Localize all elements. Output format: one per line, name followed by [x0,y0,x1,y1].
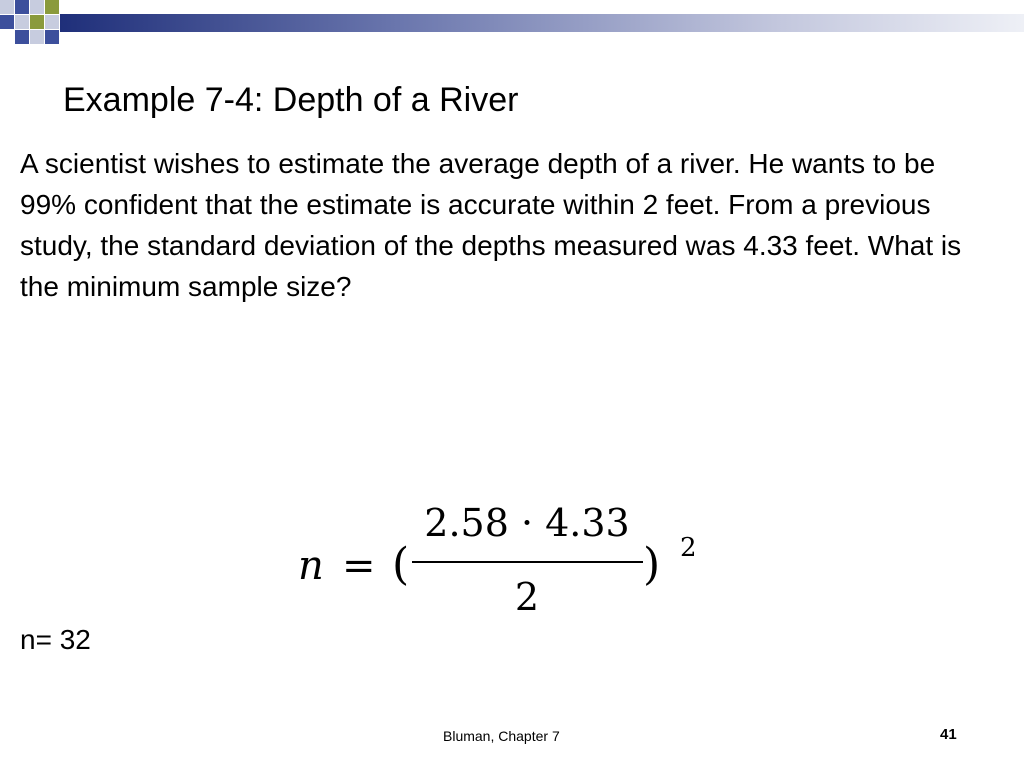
decor-square [15,30,29,44]
decor-square [45,30,59,44]
formula-variable-n: n [298,543,324,589]
decor-square [30,0,44,14]
decor-square [30,30,44,44]
formula-open-paren: ( [392,539,410,590]
slide-title: Example 7-4: Depth of a River [63,81,519,119]
header-decoration [0,0,1024,48]
decor-square [45,15,59,29]
decor-square [30,15,44,29]
result-text: n= 32 [20,624,91,655]
decor-square [45,0,59,14]
formula-close-paren: ) [643,539,661,590]
formula-denominator: 2 [514,575,540,619]
formula-equals: = [342,543,376,589]
decor-square [0,15,14,29]
sample-size-formula [290,492,710,622]
decor-square [0,0,14,14]
page-number: 41 [940,726,957,743]
footer-text: Bluman, Chapter 7 [443,728,560,744]
decor-square [15,15,29,29]
formula-numerator: 2.58 · 4.33 [424,501,630,545]
formula-exponent: 2 [680,533,697,563]
decor-square [15,0,29,14]
problem-text: A scientist wishes to estimate the average depth of a river. He wants to be 99% confident that the estimate is accurate within 2 feet. From a previous study, the standard deviation of the depths measured was 4.33 feet. What is the minimum sample size? [20,148,962,302]
